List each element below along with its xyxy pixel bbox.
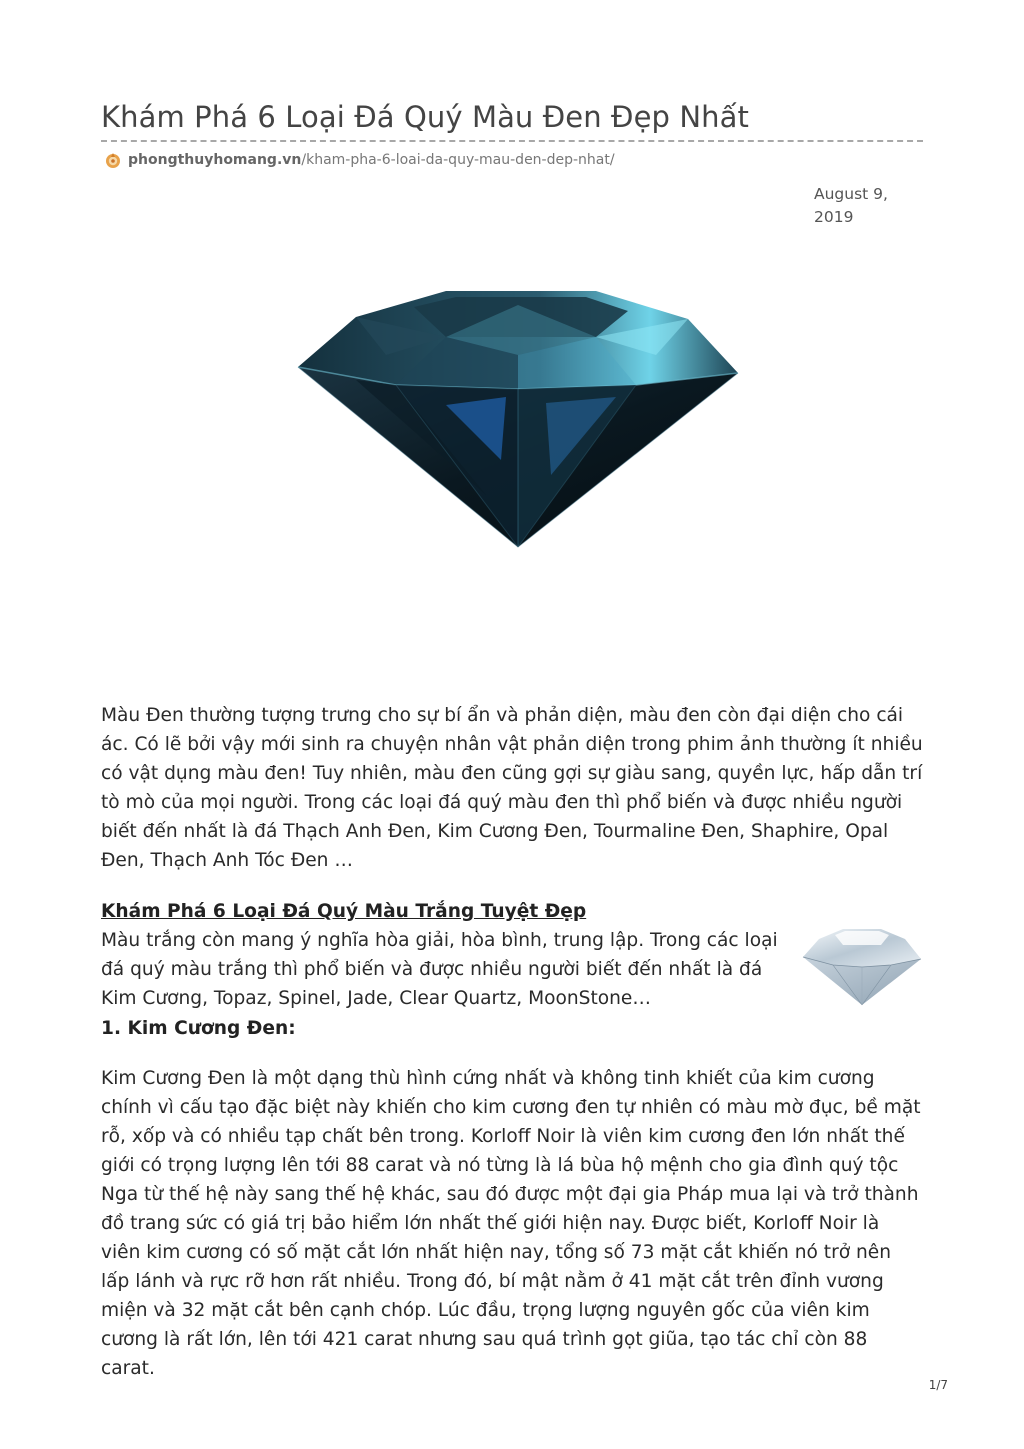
black-diamond-image [296, 285, 740, 551]
section-paragraph-kim-cuong-den: Kim Cương Đen là một dạng thù hình cứng nhất và không tinh khiết của kim cương chính vì cấu tạo đặc biệt này khiến cho kim cương đen tự nhiên có màu mờ đục, bề mặt rỗ, xốp và có nhiều tạp chất bên trong. Korloff Noir là viên kim cương đen lớn nhất thế giới có trọng lượng lên tới 88 carat và nó từng là lá bùa hộ mệnh cho gia đình quý tộc Nga từ thế hệ này sang thế hệ khác, sau đó được một đại gia Pháp mua lại và trở thành đồ trang sức có giá trị bảo hiểm lớn nhất thế giới hiện nay. Được biết, Korloff Noir là viên kim cương có số mặt cắt lớn nhất hiện nay, tổng số 73 mặt cắt khiến nó trở nên lấp lánh và rực rỡ hơn rất nhiều. Trong đó, bí mật nằm ở 41 mặt cắt trên đỉnh vương miện và 32 mặt cắt bên cạnh chóp. Lúc đầu, trọng lượng nguyên gốc của viên kim cương là rất lớn, lên tới 421 carat nhưng sau quá trình gọt giũa, tạo tác chỉ còn 88 carat. [101, 1068, 921, 1379]
section-heading-kim-cuong-den: 1. Kim Cương Đen: [101, 1018, 296, 1039]
white-diamond-thumbnail [801, 925, 923, 1007]
related-article-link[interactable]: Khám Phá 6 Loại Đá Quý Màu Trắng Tuyệt Đẹp [101, 901, 587, 922]
site-favicon-icon [104, 151, 122, 169]
page-number: 1/7 [928, 1378, 948, 1392]
source-url[interactable] [104, 150, 615, 170]
article-title: Khám Phá 6 Loại Đá Quý Màu Đen Đẹp Nhất [101, 100, 750, 134]
source-domain[interactable]: phongthuyhomang.vn [128, 152, 302, 168]
intro-paragraph: Màu Đen thường tượng trưng cho sự bí ẩn và phản diện, màu đen còn đại diện cho cái ác. Có lẽ bởi vậy mới sinh ra chuyện nhân vật phản diện trong phim ảnh thường ít nhiều có vật dụng màu đen! Tuy nhiên, màu đen cũng gợi sự giàu sang, quyền lực, hấp dẫn trí tò mò của mọi người. Trong các loại đá quý màu đen thì phổ biến và được nhiều người biết đến nhất là đá Thạch Anh Đen, Kim Cương Đen, Tourmaline Đen, Shaphire, Opal Đen, Thạch Anh Tóc Đen … [101, 705, 923, 871]
title-divider [101, 140, 923, 142]
publish-date: August 9, 2019 [814, 185, 888, 226]
source-path[interactable]: /kham-pha-6-loai-da-quy-mau-den-dep-nhat/ [301, 152, 615, 168]
related-article-description: Màu trắng còn mang ý nghĩa hòa giải, hòa bình, trung lập. Trong các loại đá quý màu trắng thì phổ biến và được nhiều người biết đến nhất là đá Kim Cương, Topaz, Spinel, Jade, Clear Quartz, MoonStone… [101, 930, 778, 1009]
